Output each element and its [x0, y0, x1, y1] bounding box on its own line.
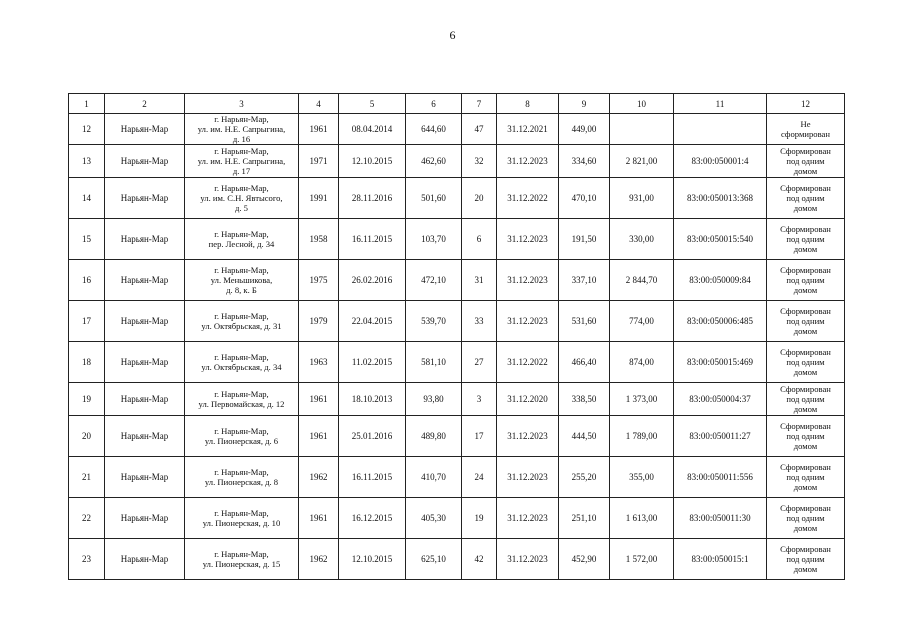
year-cell: 1963: [299, 342, 339, 383]
address-cell: [185, 114, 299, 145]
status-cell-line: под одним: [786, 275, 825, 285]
date-cell: 22.04.2015: [339, 301, 406, 342]
city-cell: Нарьян-Мар: [105, 539, 185, 580]
city-cell: Нарьян-Мар: [105, 114, 185, 145]
address-cell-line: г. Нарьян-Мар,: [214, 265, 269, 275]
area-cell: 539,70: [406, 301, 462, 342]
date-cell: 25.01.2016: [339, 416, 406, 457]
address-cell-line: г. Нарьян-Мар,: [214, 389, 269, 399]
cadastral-number-cell: 83:00:050004:37: [674, 383, 767, 416]
date-cell: 16.12.2015: [339, 498, 406, 539]
land-area-cell: 2 844,70: [610, 260, 674, 301]
address-cell: [185, 260, 299, 301]
header-cell: 11: [674, 94, 767, 114]
address-cell-line: г. Нарьян-Мар,: [214, 146, 269, 156]
land-area-cell: [610, 114, 674, 145]
row-number-cell: 23: [69, 539, 105, 580]
cadastral-number-cell: 83:00:050001:4: [674, 145, 767, 178]
count-cell: 6: [462, 219, 497, 260]
header-cell: 2: [105, 94, 185, 114]
deadline-cell: 31.12.2023: [497, 498, 559, 539]
date-cell: 16.11.2015: [339, 219, 406, 260]
status-cell-line: под одним: [786, 431, 825, 441]
address-cell-line: ул. Октябрьская, д. 31: [201, 321, 282, 331]
address-cell-line: г. Нарьян-Мар,: [214, 352, 269, 362]
address-cell: [185, 457, 299, 498]
deadline-cell: 31.12.2023: [497, 457, 559, 498]
land-area-cell: 330,00: [610, 219, 674, 260]
count-cell: 19: [462, 498, 497, 539]
city-cell: Нарьян-Мар: [105, 260, 185, 301]
status-cell: [767, 416, 845, 457]
address-cell: [185, 383, 299, 416]
address-cell-line: г. Нарьян-Мар,: [214, 183, 269, 193]
count-cell: 47: [462, 114, 497, 145]
address-cell-line: д. 8, к. Б: [226, 285, 257, 295]
status-cell-line: домом: [793, 523, 818, 533]
table-row: [69, 342, 845, 383]
row-number-cell: 14: [69, 178, 105, 219]
status-cell-line: домом: [793, 203, 818, 213]
year-cell: 1991: [299, 178, 339, 219]
status-cell-line: под одним: [786, 472, 825, 482]
cadastral-number-cell: 83:00:050011:30: [674, 498, 767, 539]
area-cell: 644,60: [406, 114, 462, 145]
row-number-cell: 18: [69, 342, 105, 383]
area-cell: 489,80: [406, 416, 462, 457]
year-cell: 1961: [299, 114, 339, 145]
city-cell: Нарьян-Мар: [105, 342, 185, 383]
header-row: [69, 94, 845, 114]
row-number-cell: 15: [69, 219, 105, 260]
date-cell: 26.02.2016: [339, 260, 406, 301]
status-cell-line: домом: [793, 404, 818, 414]
address-cell-line: ул. Меньшикова,: [210, 275, 273, 285]
deadline-cell: 31.12.2022: [497, 178, 559, 219]
land-area-cell: 931,00: [610, 178, 674, 219]
cadastral-number-cell: 83:00:050015:1: [674, 539, 767, 580]
address-cell-line: д. 16: [232, 134, 251, 144]
status-cell-line: Сформирован: [780, 544, 831, 554]
header-cell: 1: [69, 94, 105, 114]
area2-cell: 334,60: [559, 145, 610, 178]
date-cell: 28.11.2016: [339, 178, 406, 219]
cadastral-number-cell: 83:00:050006:485: [674, 301, 767, 342]
cadastral-number-cell: [674, 114, 767, 145]
date-cell: 18.10.2013: [339, 383, 406, 416]
date-cell: 12.10.2015: [339, 145, 406, 178]
year-cell: 1961: [299, 498, 339, 539]
land-area-cell: 1 572,00: [610, 539, 674, 580]
land-area-cell: 1 373,00: [610, 383, 674, 416]
table-row: [69, 416, 845, 457]
date-cell: 12.10.2015: [339, 539, 406, 580]
row-number-cell: 21: [69, 457, 105, 498]
status-cell: [767, 301, 845, 342]
area-cell: 405,30: [406, 498, 462, 539]
row-number-cell: 19: [69, 383, 105, 416]
area-cell: 410,70: [406, 457, 462, 498]
address-cell: [185, 301, 299, 342]
area-cell: 462,60: [406, 145, 462, 178]
address-cell-line: д. 17: [232, 166, 251, 176]
status-cell: [767, 539, 845, 580]
address-cell: [185, 539, 299, 580]
status-cell: [767, 342, 845, 383]
deadline-cell: 31.12.2022: [497, 342, 559, 383]
year-cell: 1962: [299, 457, 339, 498]
year-cell: 1958: [299, 219, 339, 260]
area2-cell: 255,20: [559, 457, 610, 498]
cadastral-number-cell: 83:00:050015:540: [674, 219, 767, 260]
year-cell: 1961: [299, 416, 339, 457]
header-cell: 5: [339, 94, 406, 114]
date-cell: 11.02.2015: [339, 342, 406, 383]
address-cell-line: г. Нарьян-Мар,: [214, 114, 269, 124]
land-area-cell: 355,00: [610, 457, 674, 498]
address-cell-line: ул. им. Н.Е. Сапрыгина,: [197, 124, 286, 134]
address-cell-line: ул. Пионерская, д. 15: [202, 559, 281, 569]
area2-cell: 449,00: [559, 114, 610, 145]
table-row: [69, 539, 845, 580]
address-cell-line: г. Нарьян-Мар,: [214, 426, 269, 436]
status-cell-line: Сформирован: [780, 224, 831, 234]
table-row: [69, 114, 845, 145]
status-cell-line: Сформирован: [780, 503, 831, 513]
status-cell-line: Сформирован: [780, 265, 831, 275]
row-number-cell: 12: [69, 114, 105, 145]
address-cell-line: г. Нарьян-Мар,: [214, 311, 269, 321]
header-cell: 7: [462, 94, 497, 114]
status-cell-line: Сформирован: [780, 347, 831, 357]
status-cell-line: под одним: [786, 357, 825, 367]
header-cell: 4: [299, 94, 339, 114]
header-cell: 3: [185, 94, 299, 114]
row-number-cell: 16: [69, 260, 105, 301]
address-cell-line: ул. Пионерская, д. 8: [204, 477, 279, 487]
area-cell: 93,80: [406, 383, 462, 416]
deadline-cell: 31.12.2020: [497, 383, 559, 416]
status-cell-line: домом: [793, 441, 818, 451]
status-cell: [767, 383, 845, 416]
year-cell: 1971: [299, 145, 339, 178]
status-cell-line: домом: [793, 244, 818, 254]
address-cell-line: ул. Пионерская, д. 6: [204, 436, 279, 446]
count-cell: 27: [462, 342, 497, 383]
area2-cell: 452,90: [559, 539, 610, 580]
header-cell: 10: [610, 94, 674, 114]
land-area-cell: 2 821,00: [610, 145, 674, 178]
status-cell: [767, 219, 845, 260]
header-cell: 6: [406, 94, 462, 114]
status-cell-line: домом: [793, 285, 818, 295]
deadline-cell: 31.12.2023: [497, 260, 559, 301]
year-cell: 1975: [299, 260, 339, 301]
area-cell: 103,70: [406, 219, 462, 260]
city-cell: Нарьян-Мар: [105, 145, 185, 178]
status-cell-line: под одним: [786, 513, 825, 523]
date-cell: 16.11.2015: [339, 457, 406, 498]
address-cell-line: г. Нарьян-Мар,: [214, 549, 269, 559]
table-row: [69, 457, 845, 498]
row-number-cell: 20: [69, 416, 105, 457]
status-cell-line: под одним: [786, 234, 825, 244]
area-cell: 501,60: [406, 178, 462, 219]
status-cell-line: Сформирован: [780, 183, 831, 193]
status-cell-line: под одним: [786, 394, 825, 404]
address-cell-line: г. Нарьян-Мар,: [214, 508, 269, 518]
year-cell: 1961: [299, 383, 339, 416]
status-cell-line: домом: [793, 367, 818, 377]
table-row: [69, 383, 845, 416]
city-cell: Нарьян-Мар: [105, 457, 185, 498]
address-cell-line: ул. Октябрьская, д. 34: [201, 362, 282, 372]
land-area-cell: 774,00: [610, 301, 674, 342]
status-cell-line: Сформирован: [780, 462, 831, 472]
area-cell: 625,10: [406, 539, 462, 580]
address-cell: [185, 178, 299, 219]
status-cell: [767, 178, 845, 219]
year-cell: 1962: [299, 539, 339, 580]
deadline-cell: 31.12.2023: [497, 219, 559, 260]
area-cell: 581,10: [406, 342, 462, 383]
deadline-cell: 31.12.2023: [497, 416, 559, 457]
count-cell: 17: [462, 416, 497, 457]
count-cell: 31: [462, 260, 497, 301]
cadastral-number-cell: 83:00:050009:84: [674, 260, 767, 301]
status-cell-line: домом: [793, 326, 818, 336]
status-cell-line: под одним: [786, 193, 825, 203]
cadastral-number-cell: 83:00:050013:368: [674, 178, 767, 219]
deadline-cell: 31.12.2023: [497, 539, 559, 580]
status-cell-line: домом: [793, 564, 818, 574]
land-area-cell: 874,00: [610, 342, 674, 383]
status-cell: [767, 498, 845, 539]
status-cell-line: под одним: [786, 316, 825, 326]
table-row: [69, 178, 845, 219]
status-cell-line: Сформирован: [780, 306, 831, 316]
status-cell-line: под одним: [786, 156, 825, 166]
area2-cell: 531,60: [559, 301, 610, 342]
address-cell: [185, 342, 299, 383]
status-cell-line: Сформирован: [780, 146, 831, 156]
status-cell-line: Сформирован: [780, 384, 831, 394]
date-cell: 08.04.2014: [339, 114, 406, 145]
cadastral-number-cell: 83:00:050011:27: [674, 416, 767, 457]
address-cell: [185, 219, 299, 260]
city-cell: Нарьян-Мар: [105, 383, 185, 416]
address-cell: [185, 498, 299, 539]
status-cell-line: сформирован: [781, 129, 830, 139]
area2-cell: 338,50: [559, 383, 610, 416]
area2-cell: 337,10: [559, 260, 610, 301]
row-number-cell: 13: [69, 145, 105, 178]
city-cell: Нарьян-Мар: [105, 498, 185, 539]
address-cell-line: г. Нарьян-Мар,: [214, 467, 269, 477]
table-row: [69, 219, 845, 260]
city-cell: Нарьян-Мар: [105, 416, 185, 457]
count-cell: 32: [462, 145, 497, 178]
address-cell-line: ул. Пионерская, д. 10: [202, 518, 281, 528]
deadline-cell: 31.12.2021: [497, 114, 559, 145]
table-row: [69, 260, 845, 301]
address-cell-line: ул. Первомайская, д. 12: [198, 399, 285, 409]
count-cell: 42: [462, 539, 497, 580]
row-number-cell: 22: [69, 498, 105, 539]
city-cell: Нарьян-Мар: [105, 219, 185, 260]
table-row: [69, 145, 845, 178]
status-cell-line: домом: [793, 166, 818, 176]
status-cell: [767, 457, 845, 498]
status-cell-line: Сформирован: [780, 421, 831, 431]
area2-cell: 466,40: [559, 342, 610, 383]
address-cell: [185, 416, 299, 457]
header-cell: 12: [767, 94, 845, 114]
status-cell: [767, 260, 845, 301]
status-cell-line: под одним: [786, 554, 825, 564]
area2-cell: 251,10: [559, 498, 610, 539]
address-cell-line: ул. им. Н.Е. Сапрыгина,: [197, 156, 286, 166]
area2-cell: 191,50: [559, 219, 610, 260]
count-cell: 3: [462, 383, 497, 416]
deadline-cell: 31.12.2023: [497, 301, 559, 342]
status-cell: [767, 145, 845, 178]
cadastral-number-cell: 83:00:050015:469: [674, 342, 767, 383]
area-cell: 472,10: [406, 260, 462, 301]
status-cell-line: Не: [800, 119, 811, 129]
count-cell: 33: [462, 301, 497, 342]
table-row: [69, 498, 845, 539]
address-cell-line: ул. им. С.Н. Явтысого,: [200, 193, 283, 203]
page-number: 6: [449, 28, 456, 42]
address-cell-line: пер. Лесной, д. 34: [208, 239, 275, 249]
header-cell: 9: [559, 94, 610, 114]
header-cell: 8: [497, 94, 559, 114]
address-cell: [185, 145, 299, 178]
housing-registry-table: [68, 93, 845, 580]
cadastral-number-cell: 83:00:050011:556: [674, 457, 767, 498]
count-cell: 24: [462, 457, 497, 498]
city-cell: Нарьян-Мар: [105, 301, 185, 342]
address-cell-line: д. 5: [235, 203, 248, 213]
status-cell: [767, 114, 845, 145]
city-cell: Нарьян-Мар: [105, 178, 185, 219]
deadline-cell: 31.12.2023: [497, 145, 559, 178]
area2-cell: 470,10: [559, 178, 610, 219]
status-cell-line: домом: [793, 482, 818, 492]
table-row: [69, 301, 845, 342]
table-body: [69, 114, 845, 580]
count-cell: 20: [462, 178, 497, 219]
row-number-cell: 17: [69, 301, 105, 342]
land-area-cell: 1 613,00: [610, 498, 674, 539]
address-cell-line: г. Нарьян-Мар,: [214, 229, 269, 239]
land-area-cell: 1 789,00: [610, 416, 674, 457]
year-cell: 1979: [299, 301, 339, 342]
area2-cell: 444,50: [559, 416, 610, 457]
